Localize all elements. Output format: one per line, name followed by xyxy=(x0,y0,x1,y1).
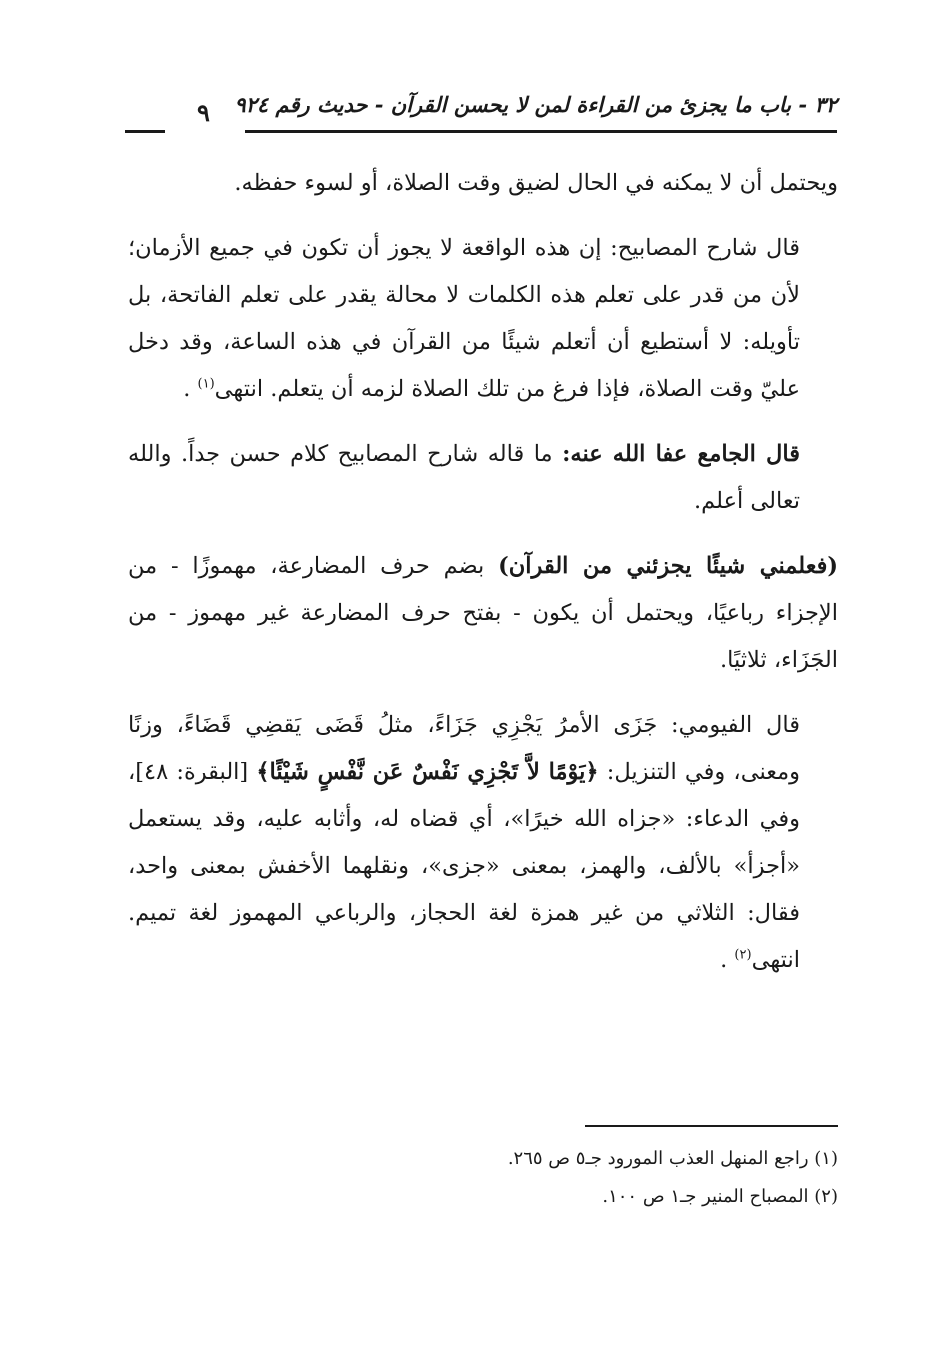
footnote-separator xyxy=(585,1125,838,1127)
footnote-ref-1: (١) xyxy=(197,376,215,392)
paragraph-4 xyxy=(128,543,838,684)
footnote-1: (١) راجع المنهل العذب المورود جـ٥ ص ٢٦٥. xyxy=(507,1148,838,1169)
paragraph-4-text: بضم حرف المضارعة، مهموزًا - من الإجزاء رباعيًا، ويحتمل أن يكون - بفتح حرف المضارعة غير مهموز - من الجَزَاء، ثلاثيًا. xyxy=(128,553,838,673)
paragraph-5-text-b: [البقرة: ٤٨]، وفي الدعاء: «جزاه الله خيرًا»، أي قضاه له، وأثابه عليه، وقد يستعمل «أجزأ» بالألف، والهمز، بمعنى «جزى»، ونقلهما الأخفش بمعنى واحد، فقال: الثلاثي من غير همزة لغة الحجاز، والرباعي المهموز لغة تميم. انتهى xyxy=(128,759,800,973)
page-number: ٩ xyxy=(197,98,210,127)
header-rule xyxy=(245,130,837,133)
paragraph-5-end: . xyxy=(720,947,728,973)
paragraph-2-text: قال شارح المصابيح: إن هذه الواقعة لا يجوز أن تكون في جميع الأزمان؛ لأن من قدر على تعلم هذه الكلمات لا محالة يقدر على تعلم الفاتحة، بل تأويله: لا أستطيع أن أتعلم شيئًا من القرآن في هذه الساعة، وقد دخل عليّ وقت الصلاة، فإذا فرغ من تلك الصلاة لزمه أن يتعلم. انتهى xyxy=(128,235,800,402)
header-title: ٣٢ - باب ما يجزئ من القراءة لمن لا يحسن القرآن - حديث رقم ٩٢٤ xyxy=(234,92,837,117)
footnote-ref-2: (٢) xyxy=(734,947,752,963)
footnote-2: (٢) المصباح المنير جـ١ ص ١٠٠. xyxy=(602,1186,838,1207)
footnotes xyxy=(128,1140,838,1216)
quran-verse: ﴿يَوْمًا لاَّ تَجْزِي نَفْسٌ عَن نَّفْسٍ شَيْئًا﴾ xyxy=(256,759,599,785)
paragraph-5-text-a: قال الفيومي: جَزَى الأمرُ يَجْزِي جَزَاءً، مثلُ قَضَى يَقضِي قَضَاءً، وزنًا ومعنى، وفي التنزيل: xyxy=(128,712,801,785)
header-dash xyxy=(125,130,165,133)
paragraph-5 xyxy=(128,702,838,984)
paragraph-2 xyxy=(128,225,838,413)
paragraph-1 xyxy=(128,160,838,207)
compiler-remark-label: قال الجامع عفا الله عنه: xyxy=(562,441,800,467)
paragraph-3-text: ما قاله شارح المصابيح كلام حسن جداً. والله تعالى أعلم. xyxy=(128,441,800,514)
paragraph-2-end: . xyxy=(183,376,191,402)
main-text xyxy=(128,160,838,984)
running-header xyxy=(125,92,837,138)
hadith-quote: (فعلمني شيئًا يجزئني من القرآن) xyxy=(498,553,838,579)
paragraph-3 xyxy=(128,431,838,525)
paragraph-1-text: ويحتمل أن لا يمكنه في الحال لضيق وقت الصلاة، أو لسوء حفظه. xyxy=(234,170,838,196)
